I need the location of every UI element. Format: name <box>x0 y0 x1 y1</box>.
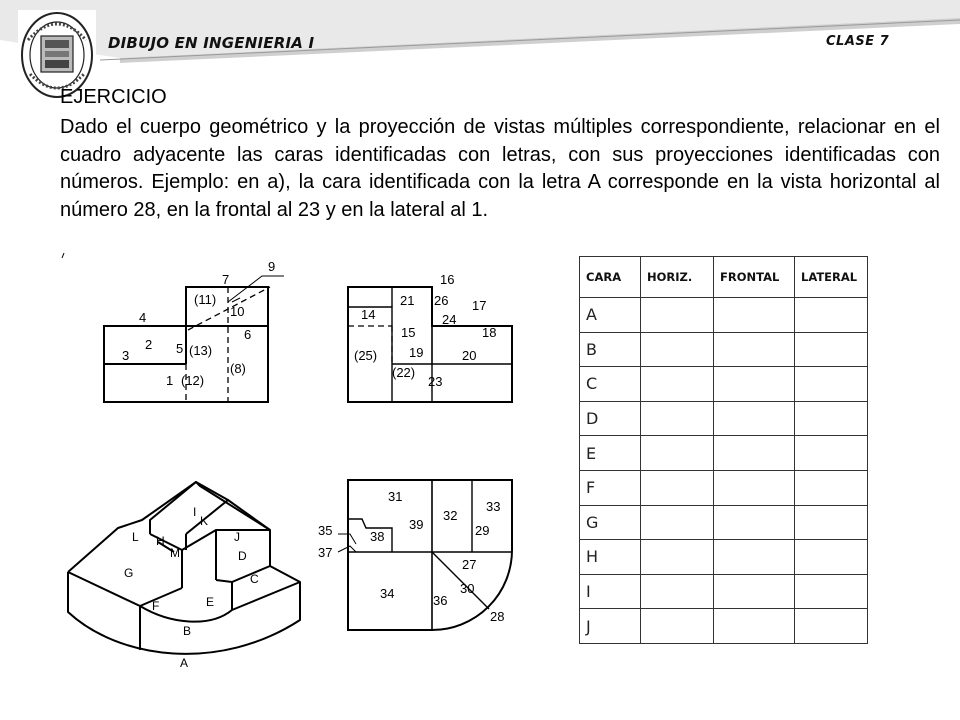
isometric-label: K <box>200 514 209 528</box>
isometric-label: A <box>180 656 189 670</box>
column-header-horiz: HORIZ. <box>641 257 714 298</box>
horizontal-label: 31 <box>388 489 403 504</box>
lateral-label: 9 <box>268 259 276 274</box>
lateral-label: 4 <box>139 310 147 325</box>
horizontal-label: 36 <box>433 593 448 608</box>
face-cell: H <box>580 540 641 575</box>
horiz-cell[interactable] <box>641 367 714 402</box>
face-cell: J <box>580 609 641 644</box>
lateral-label: 6 <box>244 327 252 342</box>
frontal-label: 16 <box>440 272 455 287</box>
lateral-cell[interactable] <box>795 436 868 471</box>
face-cell: A <box>580 298 641 333</box>
horizontal-label: 28 <box>490 609 505 624</box>
lateral-cell[interactable] <box>795 574 868 609</box>
isometric-label: M <box>170 546 180 560</box>
table-row <box>580 436 868 471</box>
table-header-row <box>580 257 868 298</box>
horizontal-label: 27 <box>462 557 477 572</box>
horiz-cell[interactable] <box>641 540 714 575</box>
isometric-label: J <box>234 530 240 544</box>
isometric-label: E <box>206 595 215 609</box>
table-row <box>580 505 868 540</box>
table-row <box>580 298 868 333</box>
table-row <box>580 401 868 436</box>
table-row <box>580 332 868 367</box>
horizontal-label: 37 <box>318 545 333 560</box>
horizontal-label: 29 <box>475 523 490 538</box>
horizontal-label: 30 <box>460 581 475 596</box>
lateral-cell[interactable] <box>795 470 868 505</box>
lateral-label: 2 <box>145 337 153 352</box>
frontal-label: 14 <box>361 307 376 322</box>
lateral-cell[interactable] <box>795 367 868 402</box>
frontal-cell[interactable] <box>714 505 795 540</box>
isometric-label: B <box>183 624 192 638</box>
face-cell: I <box>580 574 641 609</box>
horizontal-label: 32 <box>443 508 458 523</box>
frontal-label: 23 <box>428 374 443 389</box>
column-header-frontal: FRONTAL <box>714 257 795 298</box>
horiz-cell[interactable] <box>641 609 714 644</box>
frontal-cell[interactable] <box>714 401 795 436</box>
face-cell: C <box>580 367 641 402</box>
frontal-label: (22) <box>392 365 416 380</box>
class-label: CLASE 7 <box>826 34 890 49</box>
face-cell: B <box>580 332 641 367</box>
lateral-label: 7 <box>222 272 230 287</box>
isometric-label: F <box>152 599 160 613</box>
lateral-cell[interactable] <box>795 332 868 367</box>
isometric-label: D <box>238 549 247 563</box>
horizontal-label: 33 <box>486 499 501 514</box>
frontal-label: 19 <box>409 345 424 360</box>
horiz-cell[interactable] <box>641 574 714 609</box>
frontal-cell[interactable] <box>714 574 795 609</box>
frontal-cell[interactable] <box>714 298 795 333</box>
frontal-label: 21 <box>400 293 415 308</box>
frontal-cell[interactable] <box>714 436 795 471</box>
horizontal-label: 34 <box>380 586 395 601</box>
horiz-cell[interactable] <box>641 505 714 540</box>
lateral-label: (8) <box>230 361 246 376</box>
lateral-label: (12) <box>181 373 205 388</box>
exercise-instructions: Dado el cuerpo geométrico y la proyección de vistas múltiples correspondiente, relacionar en el cuadro adyacente las caras identificadas con letras, con sus proyecciones identificadas con números. Ejemplo: en a), la cara identificada con la letra A corresponde en la vista horizontal al número 28, en la frontal al 23 y en la lateral al 1. <box>60 116 940 221</box>
face-cell: E <box>580 436 641 471</box>
frontal-cell[interactable] <box>714 540 795 575</box>
horizontal-label: 38 <box>370 529 385 544</box>
exercise-title: EJERCICIO <box>60 86 167 108</box>
horiz-cell[interactable] <box>641 436 714 471</box>
isometric-label: L <box>132 530 139 544</box>
frontal-cell[interactable] <box>714 332 795 367</box>
isometric-label: I <box>193 505 197 519</box>
isometric-label: G <box>124 566 134 580</box>
lateral-cell[interactable] <box>795 505 868 540</box>
frontal-cell[interactable] <box>714 367 795 402</box>
table-row <box>580 574 868 609</box>
horiz-cell[interactable] <box>641 470 714 505</box>
face-cell: F <box>580 470 641 505</box>
horiz-cell[interactable] <box>641 298 714 333</box>
lateral-cell[interactable] <box>795 298 868 333</box>
lateral-cell[interactable] <box>795 540 868 575</box>
table-row <box>580 540 868 575</box>
lateral-cell[interactable] <box>795 401 868 436</box>
face-cell: D <box>580 401 641 436</box>
horiz-cell[interactable] <box>641 332 714 367</box>
frontal-label: 18 <box>482 325 497 340</box>
frontal-label: 17 <box>472 298 487 313</box>
frontal-cell[interactable] <box>714 470 795 505</box>
frontal-label: (25) <box>354 348 378 363</box>
frontal-label: 15 <box>401 325 416 340</box>
answer-table <box>579 256 868 644</box>
lateral-label: 10 <box>230 304 245 319</box>
frontal-label: 20 <box>462 348 477 363</box>
face-cell: G <box>580 505 641 540</box>
table-row <box>580 367 868 402</box>
frontal-label: 24 <box>442 312 457 327</box>
course-title: DIBUJO EN INGENIERIA I <box>108 34 315 52</box>
horiz-cell[interactable] <box>641 401 714 436</box>
lateral-label: 5 <box>176 341 184 356</box>
lateral-label: (11) <box>194 292 217 307</box>
table-row <box>580 609 868 644</box>
column-header-lateral: LATERAL <box>795 257 868 298</box>
frontal-label: 26 <box>434 293 449 308</box>
isometric-label: C <box>250 572 259 586</box>
lateral-cell[interactable] <box>795 609 868 644</box>
frontal-cell[interactable] <box>714 609 795 644</box>
lateral-label: 3 <box>122 348 130 363</box>
column-header-cara: CARA <box>580 257 641 298</box>
horizontal-label: 35 <box>318 523 333 538</box>
horizontal-label: 39 <box>409 517 424 532</box>
isometric-label: H <box>156 534 165 548</box>
lateral-label: (13) <box>189 343 213 358</box>
table-row <box>580 470 868 505</box>
lateral-label: 1 <box>166 373 174 388</box>
